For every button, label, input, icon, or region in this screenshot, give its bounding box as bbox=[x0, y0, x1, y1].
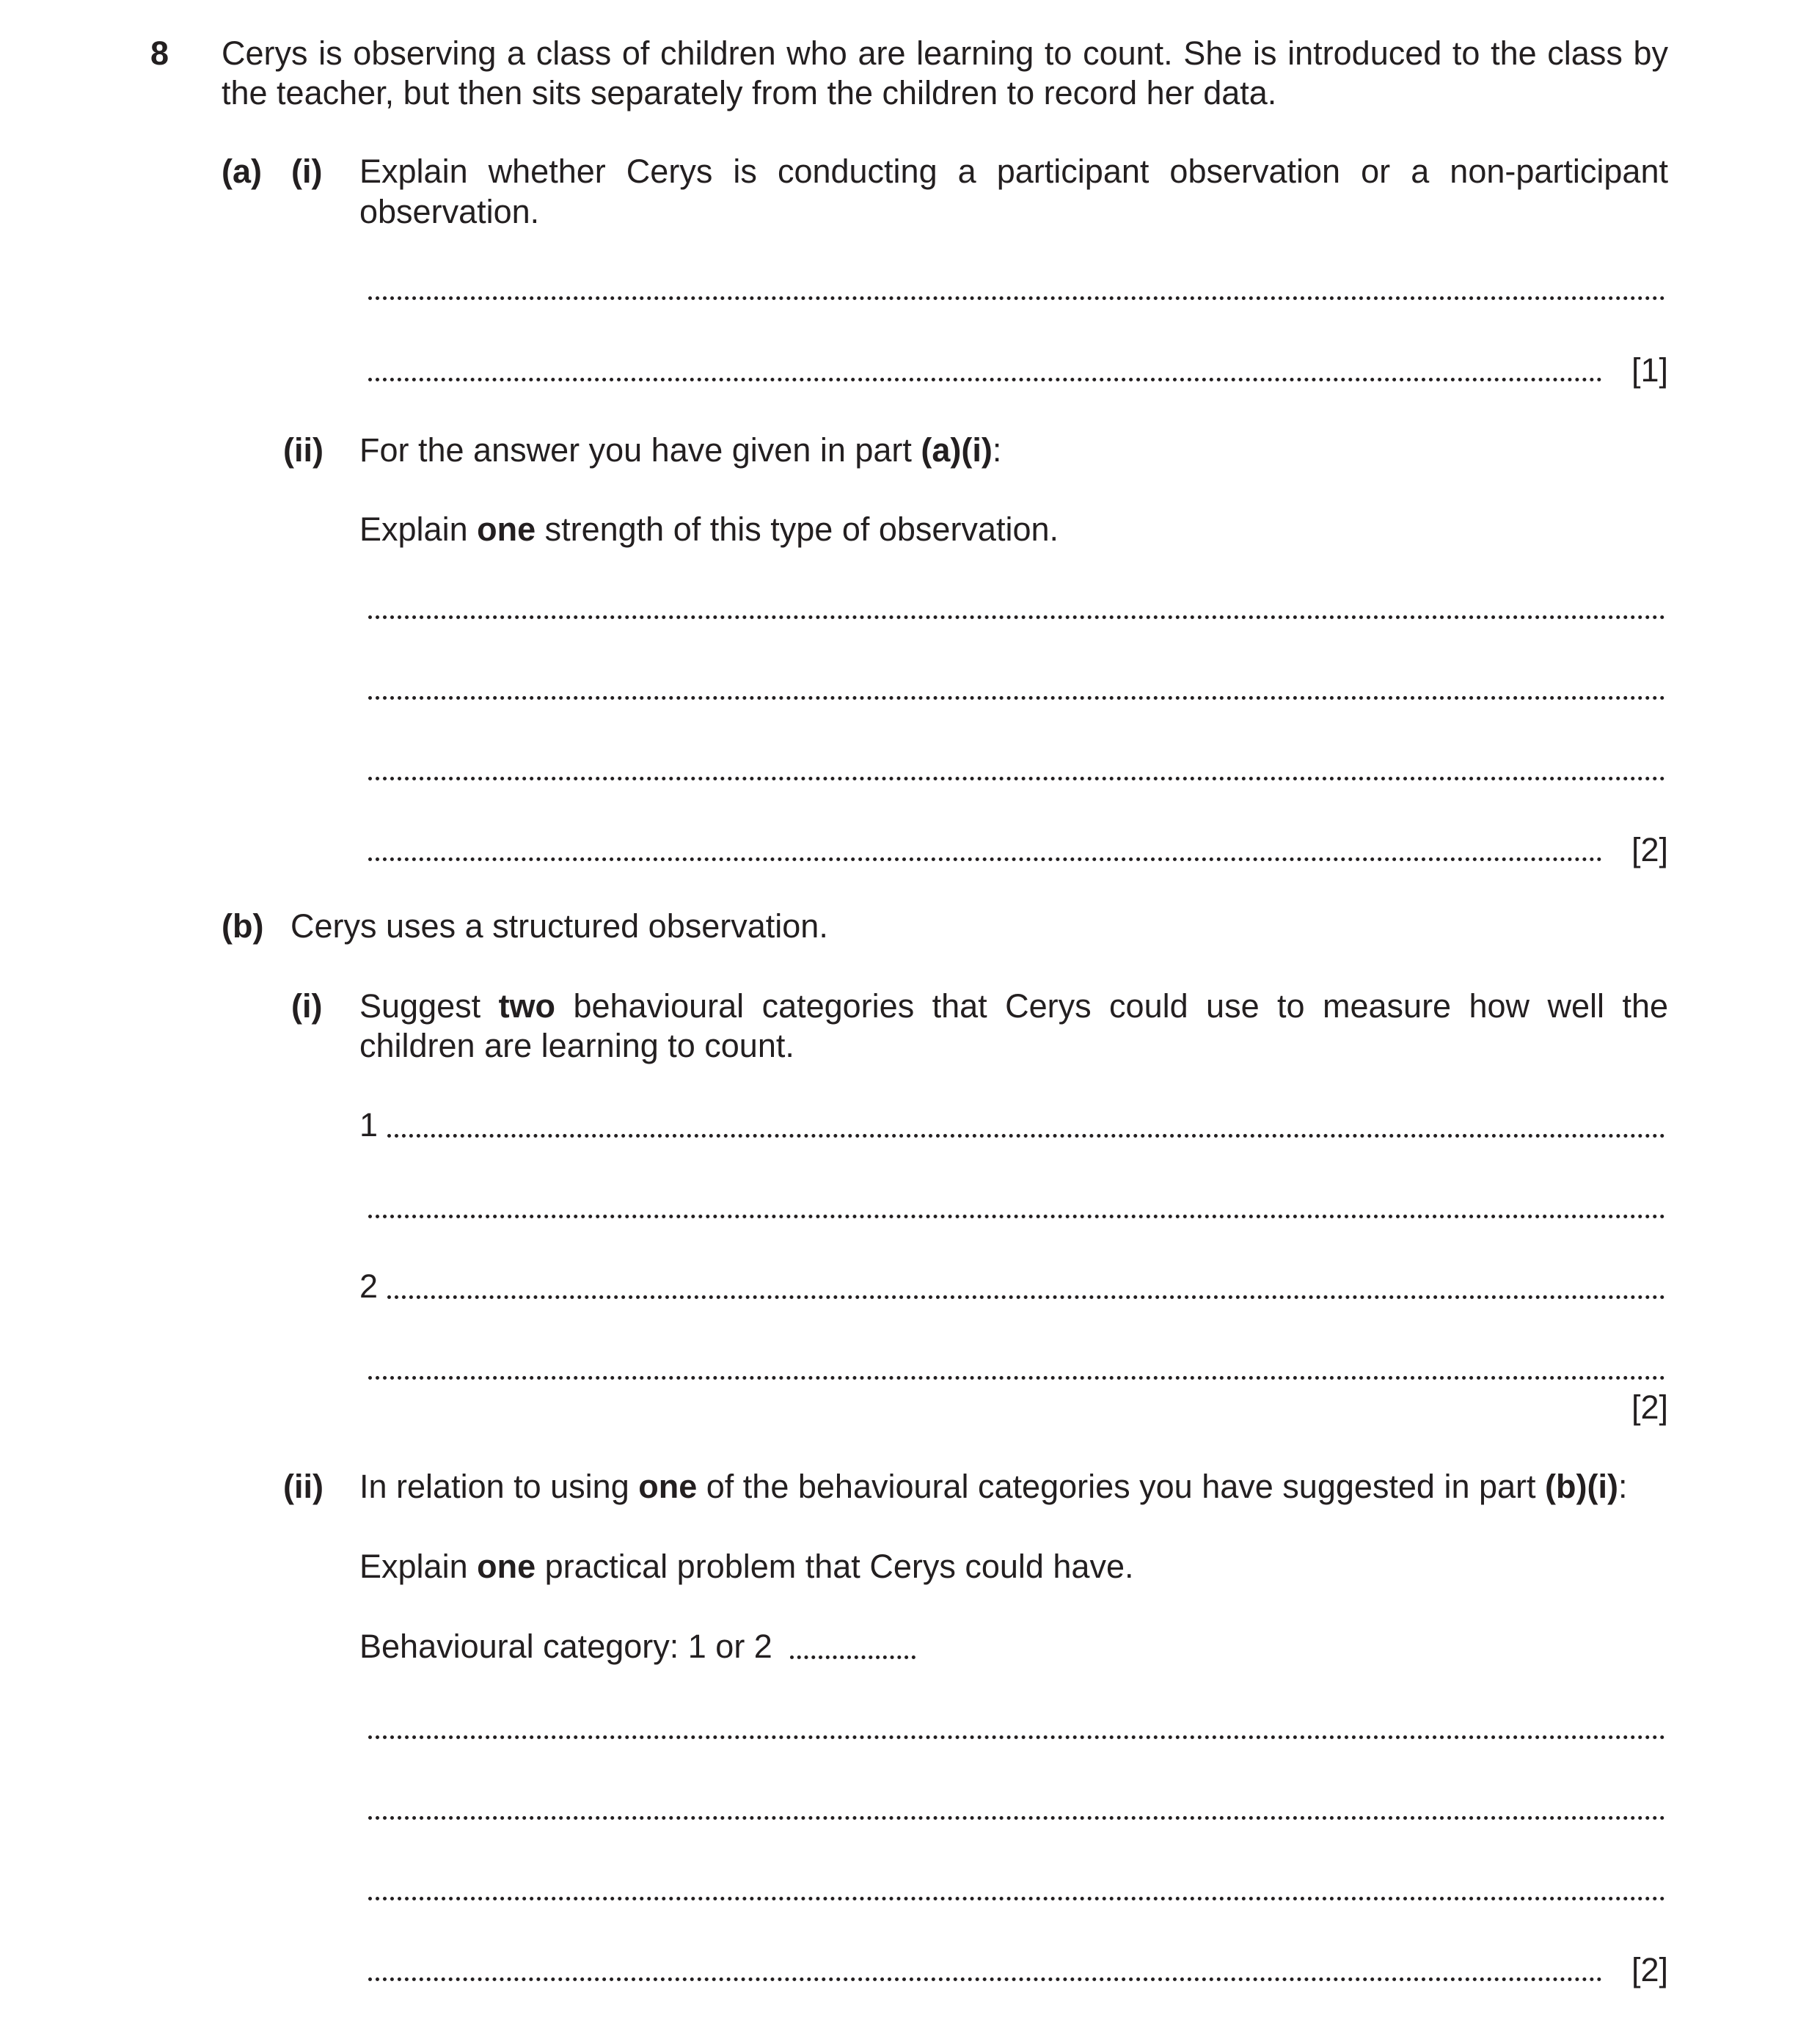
part-a-ii-task bbox=[359, 510, 1059, 549]
part-b-ii-lead-ref: (b)(i) bbox=[1545, 1468, 1618, 1505]
part-b-ii-lead bbox=[359, 1467, 1627, 1507]
part-a-ii-label: (ii) bbox=[283, 431, 324, 469]
part-b-i-rest: behavioural categories that Cerys could use to measure how well the bbox=[555, 987, 1668, 1025]
part-b-ii-task-rest: practical problem that Cerys could have. bbox=[536, 1548, 1134, 1585]
part-a-i-question-line-2: observation. bbox=[359, 193, 540, 230]
question-stem-line-2: the teacher, but then sits separately from the children to record her data. bbox=[222, 74, 1277, 111]
answer-line-a-ii-3[interactable] bbox=[368, 777, 1665, 780]
answer-item-1-label: 1 bbox=[359, 1106, 379, 1143]
part-a-ii-lead-ref: (a)(i) bbox=[921, 431, 993, 469]
part-b-i-bold: two bbox=[498, 987, 556, 1025]
answer-line-a-i-1[interactable] bbox=[368, 296, 1665, 300]
part-b-ii-lead-colon: : bbox=[1618, 1468, 1628, 1505]
answer-line-b-i-2a[interactable] bbox=[387, 1295, 1665, 1299]
part-a-ii-lead-text: For the answer you have given in part bbox=[359, 431, 921, 469]
question-stem-line-1: Cerys is observing a class of children who are learning to count. She is introduced to the class by bbox=[222, 34, 1668, 72]
mark-b-ii: [2] bbox=[1631, 1951, 1668, 1988]
behavioural-category-label: Behavioural category: 1 or 2 bbox=[359, 1628, 772, 1665]
mark-a-ii: [2] bbox=[1631, 831, 1668, 868]
answer-line-a-ii-1[interactable] bbox=[368, 615, 1665, 619]
part-b-ii-task-text: Explain bbox=[359, 1548, 478, 1585]
answer-line-b-ii-1[interactable] bbox=[368, 1735, 1665, 1739]
part-b-i-question-line-2: children are learning to count. bbox=[359, 1027, 794, 1064]
answer-line-b-i-1a[interactable] bbox=[387, 1134, 1665, 1138]
answer-item-2-label: 2 bbox=[359, 1267, 379, 1305]
part-a-i-label: (i) bbox=[291, 153, 323, 190]
answer-line-b-ii-4[interactable] bbox=[368, 1977, 1602, 1981]
part-b-i-text: Suggest bbox=[359, 987, 499, 1025]
mark-a-i: [1] bbox=[1631, 351, 1668, 389]
behavioural-category-choice[interactable] bbox=[790, 1655, 916, 1659]
part-b-label: (b) bbox=[222, 907, 264, 945]
answer-line-b-i-2b[interactable] bbox=[368, 1376, 1665, 1380]
part-a-ii-task-text: Explain bbox=[359, 511, 478, 548]
question-number: 8 bbox=[150, 34, 169, 72]
part-b-i-question-line-1 bbox=[359, 987, 1668, 1026]
answer-line-a-ii-4[interactable] bbox=[368, 857, 1602, 861]
part-a-label: (a) bbox=[222, 153, 262, 190]
part-a-ii-lead-colon: : bbox=[992, 431, 1002, 469]
answer-line-b-i-1b[interactable] bbox=[368, 1215, 1665, 1218]
answer-line-b-ii-2[interactable] bbox=[368, 1816, 1665, 1820]
part-b-ii-lead-text: In relation to using bbox=[359, 1468, 639, 1505]
part-b-ii-lead-bold: one bbox=[638, 1468, 698, 1505]
part-a-ii-task-rest: strength of this type of observation. bbox=[536, 511, 1059, 548]
part-b-intro: Cerys uses a structured observation. bbox=[290, 907, 828, 945]
part-a-ii-lead bbox=[359, 431, 1001, 470]
part-b-ii-lead-middle: of the behavioural categories you have suggested in part bbox=[697, 1468, 1546, 1505]
answer-line-b-ii-3[interactable] bbox=[368, 1897, 1665, 1900]
part-a-ii-task-bold: one bbox=[477, 511, 536, 548]
answer-line-a-i-2[interactable] bbox=[368, 378, 1602, 381]
part-a-i-question-line-1: Explain whether Cerys is conducting a participant observation or a non-participant bbox=[359, 153, 1668, 190]
mark-b-i: [2] bbox=[1631, 1388, 1668, 1426]
part-b-ii-label: (ii) bbox=[283, 1468, 324, 1505]
answer-line-a-ii-2[interactable] bbox=[368, 696, 1665, 700]
part-b-i-label: (i) bbox=[291, 987, 323, 1025]
part-b-ii-task-bold: one bbox=[477, 1548, 536, 1585]
part-b-ii-task bbox=[359, 1547, 1134, 1587]
